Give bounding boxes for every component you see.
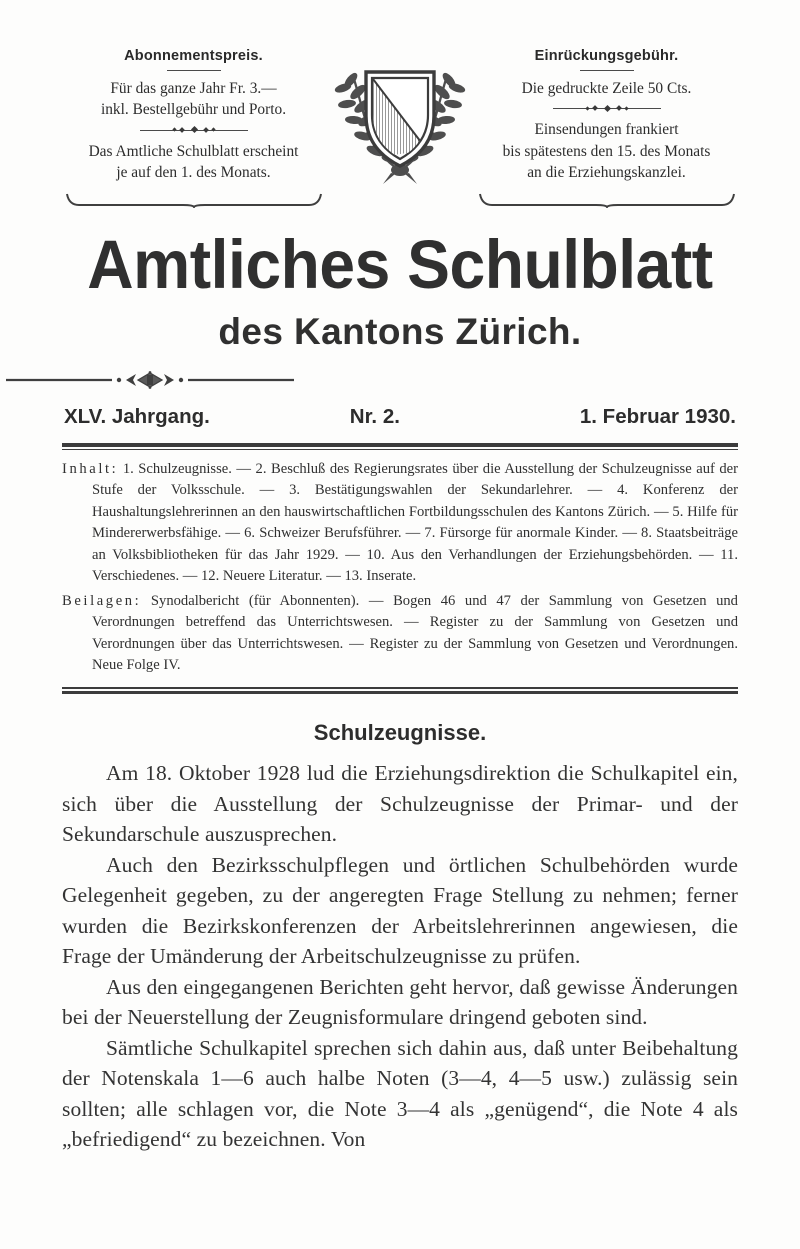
zurich-coat-of-arms-emblem — [325, 54, 475, 186]
newspaper-title: Amtliches Schulblatt — [87, 226, 713, 303]
inhalt-label: Inhalt: — [62, 461, 119, 478]
short-rule-divider — [167, 70, 221, 71]
submission-deadline-line-3: an die Erziehungskanzlei. — [527, 163, 686, 181]
inhalt-entry — [62, 459, 738, 588]
article-body — [62, 720, 738, 1155]
insertion-fee-heading: Einrückungsgebühr. — [534, 48, 679, 64]
beilagen-text: Synodalbericht (für Abonnenten). — Bogen 46 und 47 der Sammlung von Gesetzen und Verordnungen betreffend das Unterrichtswesen. — Register zu der Sammlung von Gesetzen und Verordnungen über das Unterrichtswesen. — Register zu der Sammlung von Gesetzen und Verordnungen. Neue Folge IV. — [92, 592, 738, 673]
curly-brace-rule — [478, 192, 736, 208]
publication-schedule-line-2: je auf den 1. des Monats. — [116, 163, 271, 181]
article-heading: Schulzeugnisse. — [313, 719, 487, 745]
masthead — [0, 0, 800, 213]
issue-date: 1. Februar 1930. — [579, 405, 736, 429]
dot-ornament-divider — [140, 126, 248, 135]
beilagen-entry — [62, 591, 738, 677]
volume-label: XLV. Jahrgang. — [64, 405, 210, 429]
dot-ornament-divider — [553, 104, 661, 113]
article-paragraph: Am 18. Oktober 1928 lud die Erziehungsdirektion die Schulkapitel ein, sich über die Ausstellung der Schulzeugnisse der Primar- und der Sekundarschule auszusprechen. — [62, 760, 738, 847]
contents-block — [62, 459, 738, 676]
beilagen-label: Beilagen: — [62, 592, 142, 609]
subscription-price-heading: Abonnementspreis. — [124, 48, 263, 64]
newspaper-title-block — [0, 226, 800, 352]
short-rule-divider — [580, 70, 634, 71]
issue-number: Nr. 2. — [349, 405, 400, 429]
article-paragraph: Sämtliche Schulkapitel sprechen sich dahin aus, daß unter Beibehaltung der Notenskala 1—6 auch halbe Noten (3—4, 4—5 usw.) zulässig sein sollten; alle schlagen vor, die Note 3—4 als „genügend“, die Note 4 als „befriedigend“ zu bezeichnen. Von — [62, 1035, 738, 1152]
subscription-price-line-2: inkl. Bestellgebühr und Porto. — [100, 101, 287, 119]
submission-deadline-line-2: bis spätestens den 15. des Monats — [502, 142, 711, 160]
article-paragraph: Auch den Bezirksschulpflegen und örtlichen Schulbehörden wurde Gelegenheit gegeben, zu der angeregten Frage Stellung zu nehmen; ferner wurden die Bezirkskonferenzen der Arbeitslehrerinnen angewiesen, die Frage der Umänderung der Arbeitschulzeugnisse zu prüfen. — [62, 852, 738, 969]
contents-bottom-rule — [62, 687, 738, 694]
issue-line — [0, 405, 800, 429]
subscription-price-line-1: Für das ganze Jahr Fr. 3.— — [110, 80, 277, 97]
contents-top-rule — [62, 443, 738, 450]
curly-brace-rule — [65, 192, 323, 208]
masthead-left-column — [62, 48, 325, 213]
submission-deadline-line-1: Einsendungen frankiert — [534, 121, 679, 139]
newspaper-subtitle: des Kantons Zürich. — [218, 310, 582, 352]
inhalt-text: 1. Schulzeugnisse. — 2. Beschluß des Regierungsrates über die Ausstellung der Schulzeugnisse auf der Stufe der Volksschule. — 3. Bestätigungswahlen der Sekundarlehrer. — 4. Konferenz der Haushaltungslehrerinnen an den hauswirtschaftlichen Fortbildungsschulen des Kantons Zürich. — 5. Hilfe für Mindererwerbsfähige. — 6. Schweizer Berufsführer. — 7. Fürsorge für anormale Kinder. — 8. Staatsbeiträge an Volksbibliotheken für das Jahr 1929. — 10. Aus den Verhandlungen der Erziehungsbehörden. — 11. Verschiedenes. — 12. Neuere Literatur. — 13. Inserate. — [92, 461, 739, 585]
fleuron-ornament-divider — [0, 371, 300, 389]
insertion-fee-line-1: Die gedruckte Zeile 50 Cts. — [521, 80, 692, 97]
article-paragraph: Aus den eingegangenen Berichten geht hervor, daß gewisse Änderungen bei der Neuerstellung der Zeugnisformulare dringend geboten sind. — [62, 974, 738, 1030]
masthead-right-column — [475, 48, 738, 213]
publication-schedule-line-1: Das Amtliche Schulblatt erscheint — [88, 142, 299, 160]
